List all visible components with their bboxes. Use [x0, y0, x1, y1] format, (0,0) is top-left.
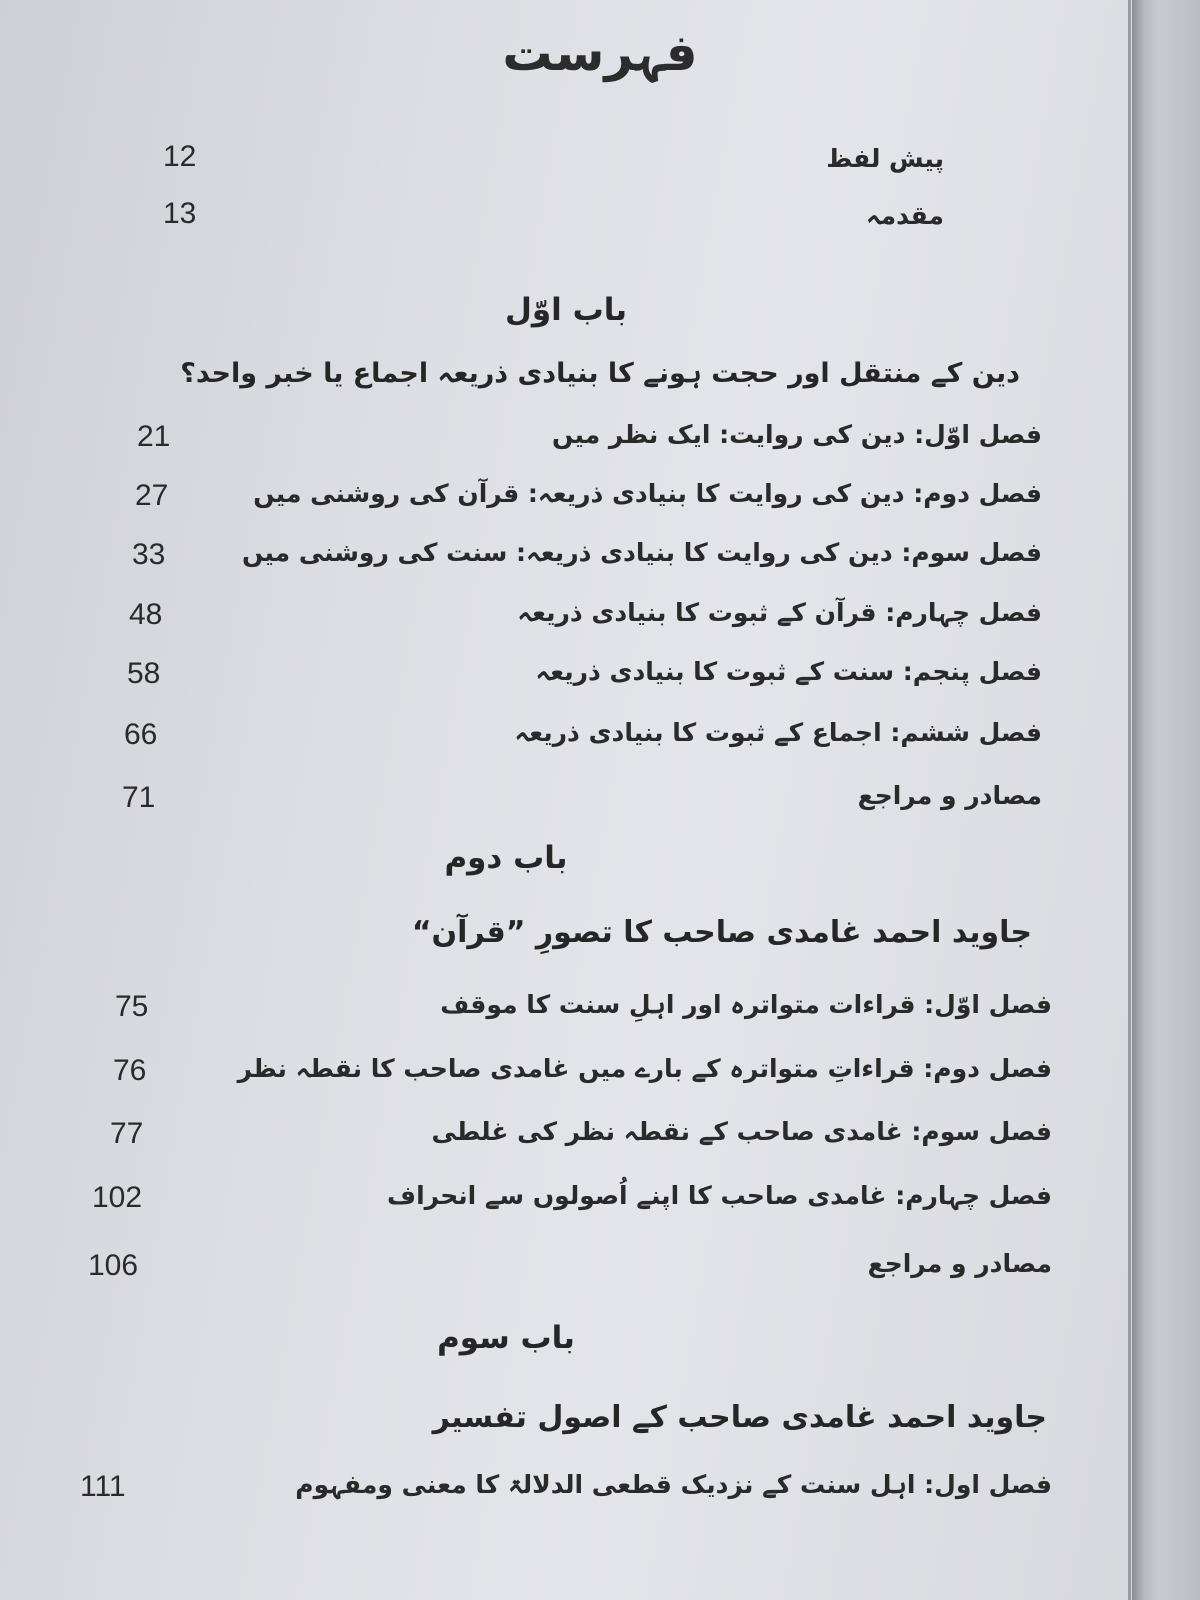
- toc-entry: [0, 1181, 1132, 1231]
- toc-entry: [0, 1054, 1132, 1104]
- toc-entry-page: 71: [122, 781, 156, 814]
- toc-entry: [0, 197, 1132, 247]
- toc-entry: [0, 598, 1132, 648]
- toc-entry-label: فصل سوم: دین کی روایت کا بنیادی ذریعہ: سنت کی روشنی میں: [241, 538, 1042, 567]
- toc-entry-label: فصل دوم: دین کی روایت کا بنیادی ذریعہ: قرآن کی روشنی میں: [253, 479, 1042, 508]
- toc-entry-page: 33: [132, 538, 166, 571]
- toc-entry-page: 48: [129, 598, 163, 631]
- toc-entry: [0, 479, 1132, 529]
- toc-entry-label: فصل اوّل: قراءات متواترہ اور اہلِ سنت کا موقف: [440, 990, 1052, 1019]
- toc-entry-page: 75: [115, 990, 149, 1023]
- toc-entry-label: پیش لفظ: [826, 144, 944, 173]
- toc-entry: [0, 538, 1132, 588]
- chapter-heading: باب اوّل: [504, 292, 628, 328]
- toc-entry-label: فصل ششم: اجماع کے ثبوت کا بنیادی ذریعہ: [514, 718, 1042, 747]
- toc-entry-page: 58: [127, 657, 161, 690]
- toc-entry-page: 27: [135, 479, 169, 512]
- toc-entry-label: فصل سوم: غامدی صاحب کے نقطہ نظر کی غلطی: [431, 1117, 1052, 1146]
- toc-entry-label: فصل اوّل: دین کی روایت: ایک نظر میں: [552, 420, 1042, 449]
- toc-entry: [0, 420, 1132, 470]
- page-edge: [1132, 0, 1200, 1600]
- toc-entry-label: فصل اول: اہل سنت کے نزدیک قطعی الدلالۃ کا معنی ومفہوم: [295, 1470, 1052, 1499]
- toc-entry: [0, 1117, 1132, 1167]
- toc-entry-label: مصادر و مراجع: [867, 1249, 1052, 1278]
- chapter-subtitle: جاوید احمد غامدی صاحب کے اصول تفسیر: [432, 1400, 1047, 1435]
- toc-entry-page: 21: [137, 420, 171, 453]
- toc-entry-page: 76: [113, 1054, 147, 1087]
- chapter-subtitle: دین کے منتقل اور حجت ہونے کا بنیادی ذریعہ اجماع یا خبر واحد؟: [180, 358, 1020, 389]
- toc-entry-label: مقدمہ: [865, 201, 944, 230]
- toc-entry-page: 13: [163, 197, 197, 230]
- toc-entry: [0, 781, 1132, 831]
- chapter-heading: باب سوم: [437, 1320, 575, 1356]
- toc-entry: [0, 657, 1132, 707]
- toc-entry: [0, 1470, 1132, 1520]
- page-title: فہرست: [502, 24, 698, 82]
- toc-entry-label: فصل دوم: قراءاتِ متواترہ کے بارے میں غامدی صاحب کا نقطہ نظر: [237, 1054, 1052, 1083]
- toc-entry-page: 102: [92, 1181, 143, 1214]
- toc-entry-page: 111: [80, 1470, 126, 1503]
- toc-entry: [0, 1249, 1132, 1299]
- chapter-subtitle: جاوید احمد غامدی صاحب کا تصورِ ”قرآن“: [411, 915, 1032, 950]
- toc-entry-label: فصل چہارم: غامدی صاحب کا اپنے اُصولوں سے انحراف: [387, 1181, 1052, 1210]
- chapter-heading: باب دوم: [444, 840, 568, 876]
- toc-entry: [0, 990, 1132, 1040]
- toc-entry-page: 77: [110, 1117, 144, 1150]
- toc-entry-page: 12: [163, 140, 197, 173]
- toc-entry: [0, 140, 1132, 190]
- toc-entry: [0, 718, 1132, 768]
- page-edge-line: [1128, 0, 1131, 1600]
- toc-entry-label: فصل چہارم: قرآن کے ثبوت کا بنیادی ذریعہ: [517, 598, 1042, 627]
- toc-entry-label: فصل پنجم: سنت کے ثبوت کا بنیادی ذریعہ: [535, 657, 1042, 686]
- toc-entry-label: مصادر و مراجع: [857, 781, 1042, 810]
- toc-entry-page: 66: [124, 718, 158, 751]
- toc-entry-page: 106: [88, 1249, 139, 1282]
